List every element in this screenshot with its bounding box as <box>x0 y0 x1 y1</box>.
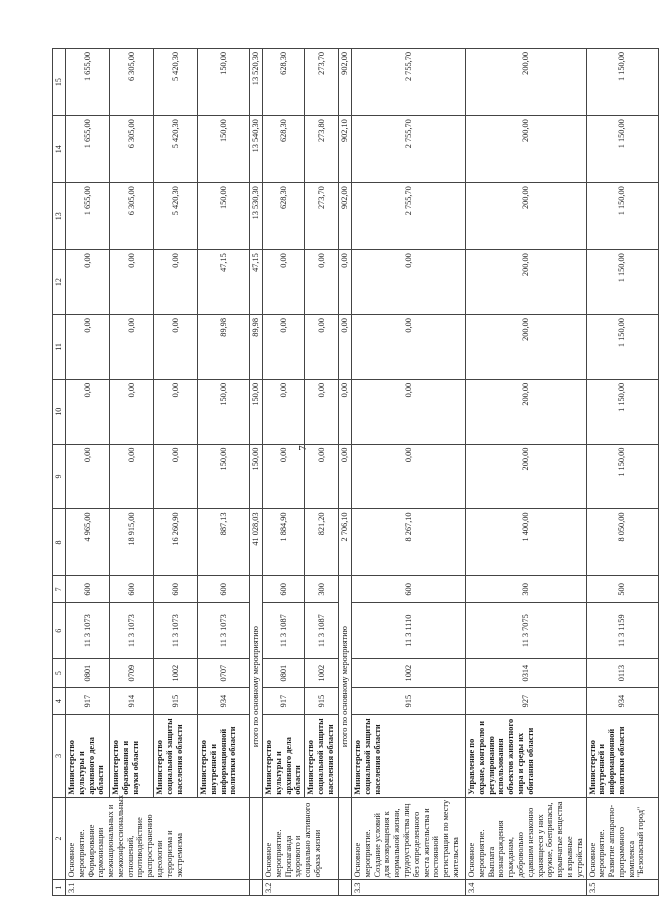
col-num: 7 <box>53 576 66 603</box>
executor: Министерство социальной защиты населения области <box>154 714 198 797</box>
cell-vr: 600 <box>263 576 305 603</box>
cell-value: 0,00 <box>352 250 466 315</box>
executor: Министерство культуры и архивного дела области <box>263 714 305 797</box>
cell-vr: 300 <box>466 576 586 603</box>
executor: Министерство социальной защиты населения области <box>305 714 339 797</box>
cell-rzpr: 0707 <box>198 659 250 688</box>
col-num: 3 <box>53 714 66 797</box>
cell-value: 273,80 <box>305 116 339 183</box>
total-value: 41 028,03 <box>250 509 263 576</box>
cell-grbs: 915 <box>154 688 198 715</box>
cell-value: 1 150,00 <box>586 183 658 250</box>
cell-value: 0,00 <box>110 315 154 380</box>
row-number: 3.1 <box>66 880 250 896</box>
cell-value: 1 655,00 <box>66 116 110 183</box>
cell-value: 2 755,70 <box>352 116 466 183</box>
total-value: 0,00 <box>339 379 352 444</box>
cell-value: 200,00 <box>466 379 586 444</box>
total-label: итого по основному мероприятию <box>250 576 263 797</box>
col-num: 5 <box>53 659 66 688</box>
total-value: 89,98 <box>250 315 263 380</box>
cell-value: 1 150,00 <box>586 116 658 183</box>
cell-value: 0,00 <box>154 250 198 315</box>
col-num: 4 <box>53 688 66 715</box>
cell-rzpr: 0709 <box>110 659 154 688</box>
cell-value: 1 400,00 <box>466 509 586 576</box>
cell-value: 16 260,90 <box>154 509 198 576</box>
cell-value: 8 267,10 <box>352 509 466 576</box>
executor: Управление по охране, контролю и регулированию использования объектов животного мира и среды их обитания области <box>466 714 586 797</box>
total-value: 13 540,30 <box>250 116 263 183</box>
cell-vr: 600 <box>154 576 198 603</box>
cell-value: 6 305,00 <box>110 116 154 183</box>
table-row <box>586 49 658 896</box>
cell-rzpr: 1002 <box>305 659 339 688</box>
event-name: Основное мероприятие. Формирование гармонизации межнациональных и межконфессиональных отношений, противодействие распространению идеологии терроризма и экстремизма <box>66 797 250 880</box>
total-value: 2 706,10 <box>339 509 352 576</box>
total-value: 0,00 <box>339 250 352 315</box>
cell-value: 1 150,00 <box>586 49 658 116</box>
cell-value: 273,70 <box>305 49 339 116</box>
cell-value: 1 150,00 <box>586 250 658 315</box>
cell-csr: 11 3 1073 <box>198 603 250 659</box>
cell-value: 150,00 <box>198 379 250 444</box>
cell-value: 1 655,00 <box>66 183 110 250</box>
col-num: 1 <box>53 880 66 896</box>
cell-value: 150,00 <box>198 444 250 509</box>
cell-value: 0,00 <box>110 379 154 444</box>
cell-value: 200,00 <box>466 116 586 183</box>
cell-value: 8 050,00 <box>586 509 658 576</box>
cell-vr: 600 <box>110 576 154 603</box>
row-number: 3.5 <box>586 880 658 896</box>
cell-csr: 11 3 1073 <box>110 603 154 659</box>
row-number: 3.3 <box>352 880 466 896</box>
cell-value: 200,00 <box>466 444 586 509</box>
table-row <box>110 49 154 896</box>
cell-csr: 11 3 1073 <box>154 603 198 659</box>
cell-grbs: 915 <box>305 688 339 715</box>
event-name: Основное мероприятие. Создание условий для возвращения к нормальной жизни, трудоустройства лиц без определенного места жительства и постоянной регистрации по месту жительства <box>352 797 466 880</box>
cell-value: 200,00 <box>466 183 586 250</box>
cell-value: 2 755,70 <box>352 49 466 116</box>
cell-value: 0,00 <box>66 379 110 444</box>
col-num: 14 <box>53 116 66 183</box>
cell-value: 18 915,00 <box>110 509 154 576</box>
cell-vr: 600 <box>66 576 110 603</box>
cell-value: 0,00 <box>154 379 198 444</box>
total-value: 902,00 <box>339 49 352 116</box>
cell-grbs: 915 <box>352 688 466 715</box>
total-row <box>250 49 263 896</box>
cell-value: 0,00 <box>263 444 305 509</box>
total-value: 150,00 <box>250 379 263 444</box>
table-row <box>263 49 305 896</box>
cell-value: 0,00 <box>110 444 154 509</box>
cell-value: 6 305,00 <box>110 49 154 116</box>
event-name: Основное мероприятие. Пропаганда здорового и социально активного образа жизни <box>263 797 339 880</box>
cell-value: 0,00 <box>305 379 339 444</box>
cell-grbs: 914 <box>110 688 154 715</box>
total-value: 13 530,30 <box>250 183 263 250</box>
total-value: 902,00 <box>339 183 352 250</box>
cell-value: 150,00 <box>198 49 250 116</box>
total-value: 0,00 <box>339 315 352 380</box>
cell-value: 821,20 <box>305 509 339 576</box>
executor: Министерство внутренней и информационной политики области <box>198 714 250 797</box>
cell-rzpr: 1002 <box>352 659 466 688</box>
cell-value: 150,00 <box>198 183 250 250</box>
row-number: 3.2 <box>263 880 339 896</box>
executor: Министерство культуры и архивного дела области <box>66 714 110 797</box>
cell-vr: 300 <box>305 576 339 603</box>
event-name: Основное мероприятие. Выплата вознаграждения гражданам, добровольно сдавшим незаконно хранящееся у них оружие, боеприпасы, взрывчатые вещества и взрывные устройства <box>466 797 586 880</box>
total-value: 150,00 <box>250 444 263 509</box>
rotated-table-container <box>52 48 646 896</box>
total-value: 902,10 <box>339 116 352 183</box>
col-num: 13 <box>53 183 66 250</box>
cell-rzpr: 0314 <box>466 659 586 688</box>
col-num: 12 <box>53 250 66 315</box>
cell-grbs: 934 <box>198 688 250 715</box>
cell-rzpr: 0113 <box>586 659 658 688</box>
cell-value: 150,00 <box>198 116 250 183</box>
cell-value: 1 150,00 <box>586 444 658 509</box>
cell-value: 0,00 <box>305 250 339 315</box>
cell-rzpr: 0801 <box>263 659 305 688</box>
cell-value: 0,00 <box>263 379 305 444</box>
column-number-row <box>53 49 66 896</box>
cell-grbs: 917 <box>263 688 305 715</box>
cell-grbs: 934 <box>586 688 658 715</box>
total-value: 0,00 <box>339 444 352 509</box>
executor: Министерство внутренней и информационной политики области <box>586 714 658 797</box>
cell-rzpr: 1002 <box>154 659 198 688</box>
budget-table <box>52 48 659 896</box>
page-number: 7 <box>296 445 309 451</box>
cell-value: 0,00 <box>263 315 305 380</box>
cell-value: 5 420,30 <box>154 116 198 183</box>
cell-value: 5 420,30 <box>154 183 198 250</box>
cell-vr: 500 <box>586 576 658 603</box>
cell-value: 628,30 <box>263 116 305 183</box>
cell-csr: 11 3 1073 <box>66 603 110 659</box>
total-label: итого по основному мероприятию <box>339 576 352 797</box>
cell-csr: 11 3 1159 <box>586 603 658 659</box>
cell-value: 4 965,00 <box>66 509 110 576</box>
cell-value: 6 305,00 <box>110 183 154 250</box>
cell-value: 1 884,90 <box>263 509 305 576</box>
col-num: 15 <box>53 49 66 116</box>
cell-value: 89,98 <box>198 315 250 380</box>
table-row <box>466 49 586 896</box>
cell-value: 0,00 <box>352 315 466 380</box>
cell-value: 0,00 <box>263 250 305 315</box>
col-num: 2 <box>53 797 66 880</box>
cell-value: 200,00 <box>466 49 586 116</box>
total-row <box>339 49 352 896</box>
cell-value: 887,13 <box>198 509 250 576</box>
table-row <box>305 49 339 896</box>
cell-value: 273,70 <box>305 183 339 250</box>
cell-value: 0,00 <box>305 315 339 380</box>
table-row <box>198 49 250 896</box>
cell-grbs: 917 <box>66 688 110 715</box>
col-num: 8 <box>53 509 66 576</box>
executor: Министерство образования и науки области <box>110 714 154 797</box>
cell-value: 200,00 <box>466 315 586 380</box>
table-row <box>154 49 198 896</box>
total-value: 13 520,30 <box>250 49 263 116</box>
col-num: 6 <box>53 603 66 659</box>
col-num: 10 <box>53 379 66 444</box>
cell-csr: 11 3 1087 <box>263 603 305 659</box>
cell-value: 0,00 <box>66 315 110 380</box>
cell-csr: 11 3 7075 <box>466 603 586 659</box>
cell-value: 1 655,00 <box>66 49 110 116</box>
cell-value: 5 420,30 <box>154 49 198 116</box>
table-row <box>352 49 466 896</box>
cell-value: 0,00 <box>66 250 110 315</box>
cell-value: 0,00 <box>110 250 154 315</box>
cell-value: 47,15 <box>198 250 250 315</box>
table-row <box>66 49 110 896</box>
row-number: 3.4 <box>466 880 586 896</box>
cell-value: 628,30 <box>263 49 305 116</box>
cell-value: 2 755,70 <box>352 183 466 250</box>
cell-value: 1 150,00 <box>586 315 658 380</box>
cell-rzpr: 0801 <box>66 659 110 688</box>
cell-value: 0,00 <box>154 444 198 509</box>
col-num: 9 <box>53 444 66 509</box>
cell-value: 0,00 <box>154 315 198 380</box>
event-name: Основное мероприятие. Развитие аппаратно-программного комплекса "Безопасный город" <box>586 797 658 880</box>
cell-value: 628,30 <box>263 183 305 250</box>
cell-vr: 600 <box>352 576 466 603</box>
executor: Министерство социальной защиты населения области <box>352 714 466 797</box>
col-num: 11 <box>53 315 66 380</box>
total-value: 47,15 <box>250 250 263 315</box>
cell-value: 1 150,00 <box>586 379 658 444</box>
cell-value: 0,00 <box>352 379 466 444</box>
cell-value: 0,00 <box>66 444 110 509</box>
cell-value: 200,00 <box>466 250 586 315</box>
cell-value: 0,00 <box>305 444 339 509</box>
cell-value: 0,00 <box>352 444 466 509</box>
cell-csr: 11 3 1110 <box>352 603 466 659</box>
cell-csr: 11 3 1087 <box>305 603 339 659</box>
cell-grbs: 927 <box>466 688 586 715</box>
cell-vr: 600 <box>198 576 250 603</box>
